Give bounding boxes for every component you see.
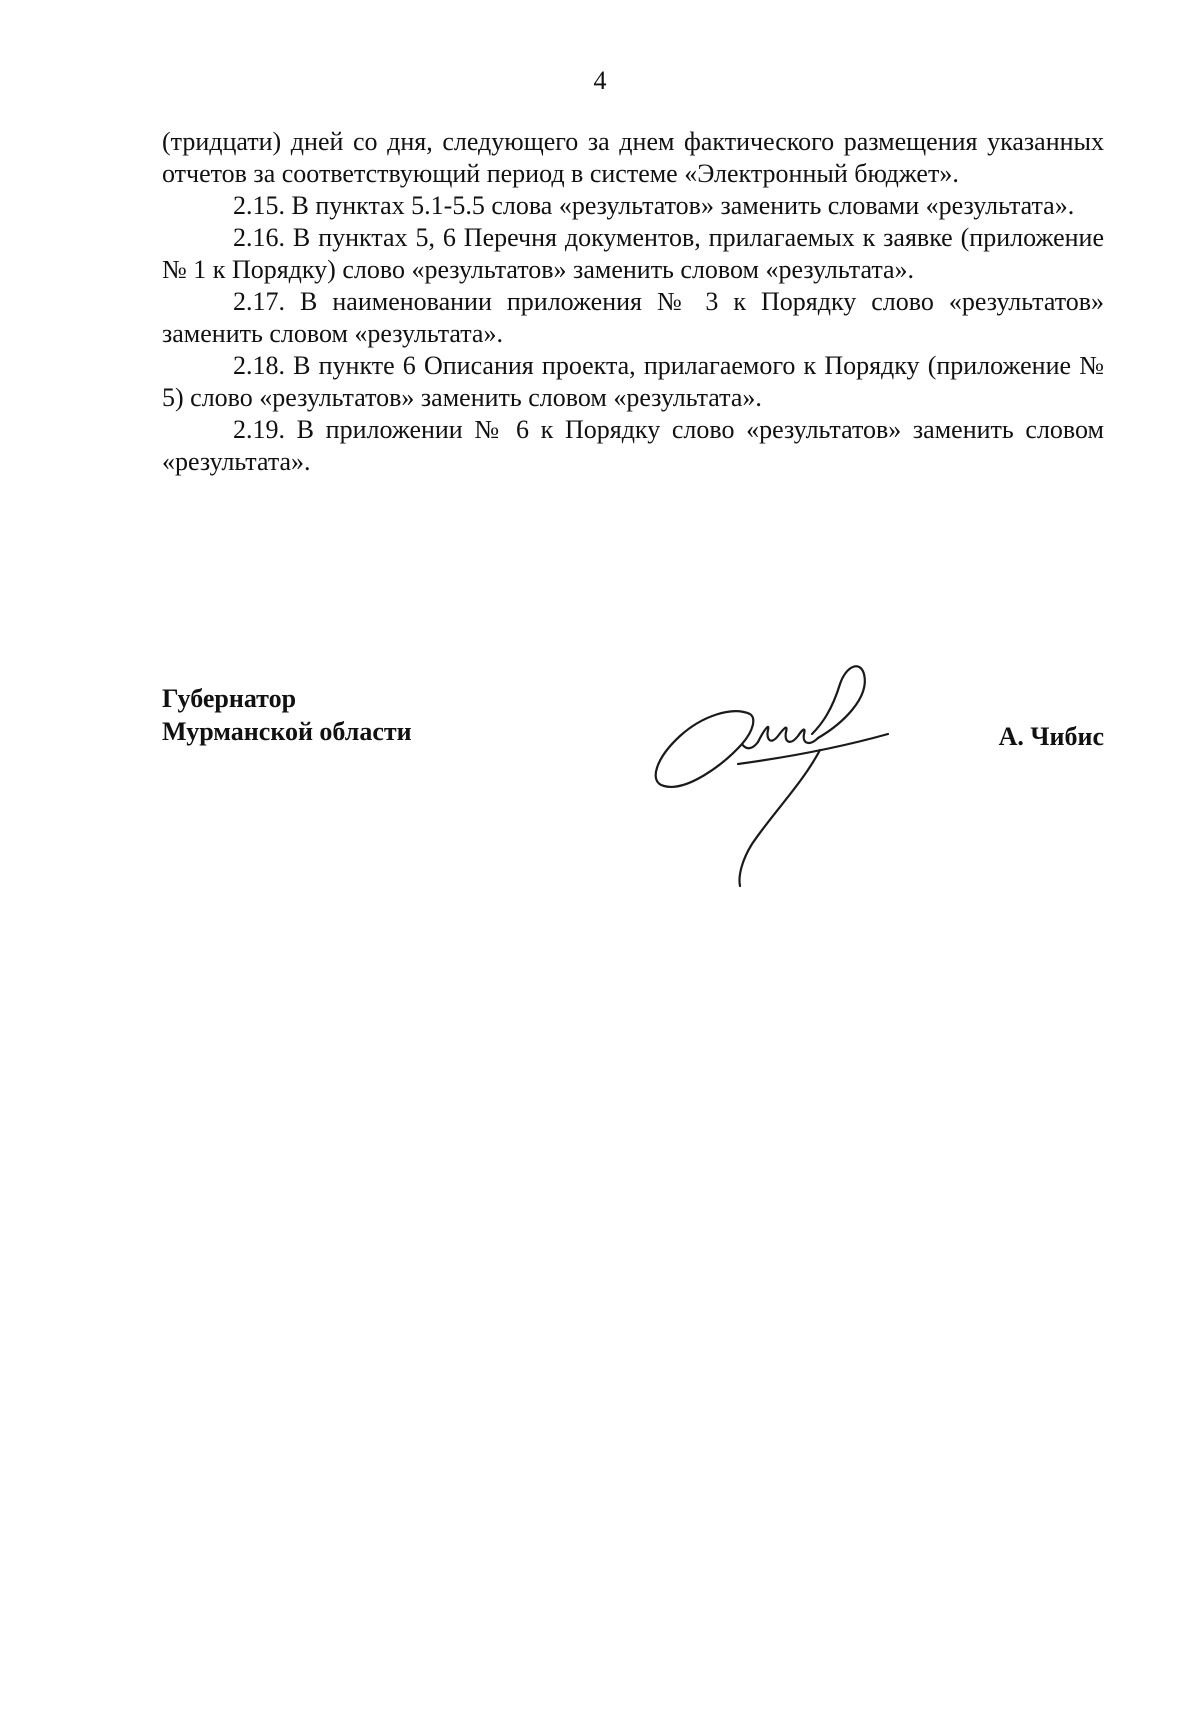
signatory-position-line-2: Мурманской области <box>162 717 412 746</box>
signatory-position <box>162 682 412 748</box>
signature-block <box>162 682 1104 902</box>
paragraph-2-16: 2.16. В пунктах 5, 6 Перечня документов, прилагаемых к заявке (приложение № 1 к Порядку) слово «результатов» заменить словом «результата». <box>162 223 1104 284</box>
signatory-position-line-1: Губернатор <box>162 684 297 713</box>
page-number: 4 <box>593 66 607 95</box>
paragraph-2-19: 2.19. В приложении № 6 к Порядку слово «результатов» заменить словом «результата». <box>162 415 1104 476</box>
document-body <box>162 126 1104 478</box>
handwritten-signature-icon <box>642 654 902 894</box>
paragraph-2-17: 2.17. В наименовании приложения № 3 к Порядку слово «результатов» заменить словом «результата». <box>162 287 1104 348</box>
paragraph-2-15: 2.15. В пунктах 5.1-5.5 слова «результатов» заменить словами «результата». <box>233 191 1075 220</box>
paragraph-continuation: (тридцати) дней со дня, следующего за днем фактического размещения указанных отчетов за соответствующий период в системе «Электронный бюджет». <box>162 127 1104 188</box>
paragraph-2-18: 2.18. В пункте 6 Описания проекта, прилагаемого к Порядку (приложение № 5) слово «результатов» заменить словом «результата». <box>162 351 1104 412</box>
signatory-name: А. Чибис <box>998 722 1104 751</box>
